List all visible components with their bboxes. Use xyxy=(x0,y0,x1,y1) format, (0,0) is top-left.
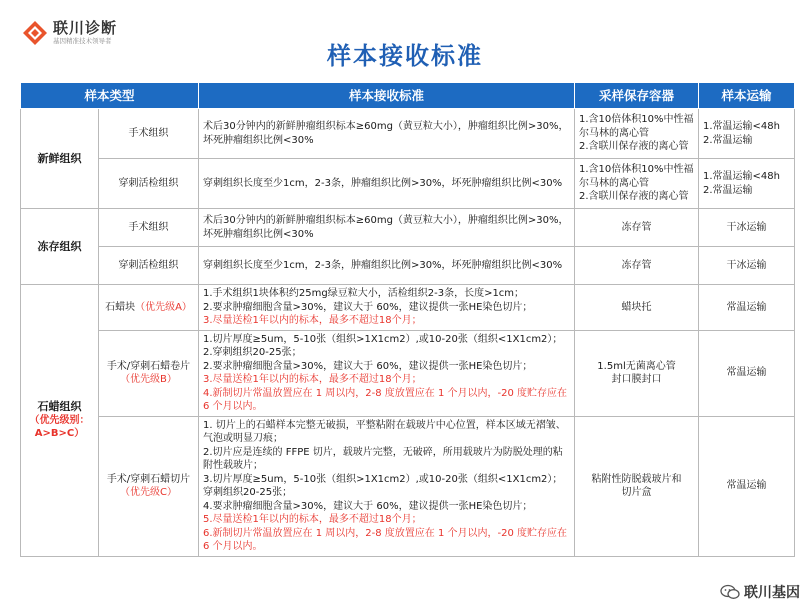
sample-standard-table xyxy=(20,82,795,557)
transport-cell xyxy=(699,109,795,159)
table-row xyxy=(21,330,795,416)
priority-label: （优先级B） xyxy=(120,374,177,385)
container-cell: 冻存管 xyxy=(575,209,699,247)
type-label: 手术/穿刺石蜡卷片 xyxy=(106,360,191,372)
transport-cell: 常温运输 xyxy=(699,416,795,556)
table-row xyxy=(21,285,795,331)
container-line: 2.含联川保存液的离心管 xyxy=(579,141,689,153)
standard-cell xyxy=(199,285,575,331)
type-cell xyxy=(99,330,199,416)
type-cell: 手术组织 xyxy=(99,209,199,247)
standard-line: 2.穿刺组织20-25张； xyxy=(203,347,302,358)
container-cell xyxy=(575,416,699,556)
container-line: 1.5ml无菌离心管 xyxy=(597,360,676,372)
table-row xyxy=(21,209,795,247)
transport-line: 1.常温运输<48h xyxy=(703,121,780,132)
standard-line: 2.要求肿瘤细胞含量>30%，建议大于 60%，建议提供一张HE染色切片； xyxy=(203,360,533,372)
category-fresh: 新鲜组织 xyxy=(21,109,99,209)
standard-cell: 术后30分钟内的新鲜肿瘤组织标本≥60mg（黄豆粒大小），肿瘤组织比例>30%，坏死肿瘤组织比例<30% xyxy=(199,209,575,247)
standard-cell: 穿刺组织长度至少1cm，2-3条，肿瘤组织比例>30%，坏死肿瘤组织比例<30% xyxy=(199,247,575,285)
priority-label: （优先级C） xyxy=(120,487,177,498)
standard-cell: 穿刺组织长度至少1cm，2-3条，肿瘤组织比例>30%，坏死肿瘤组织比例<30% xyxy=(199,159,575,209)
table-row xyxy=(21,109,795,159)
standard-line: 2.切片应是连续的 FFPE 切片，载玻片完整，无破碎，所用载玻片为防脱处理的粘附性载玻片； xyxy=(203,446,563,471)
transport-cell: 干冰运输 xyxy=(699,209,795,247)
logo-slogan: 基因精准技术领导者 xyxy=(53,37,112,45)
table-row xyxy=(21,416,795,556)
container-line: 粘附性防脱载玻片和 xyxy=(591,473,682,485)
priority-note: （优先级别：A>B>C） xyxy=(29,414,90,439)
transport-line: 2.常温运输 xyxy=(703,184,753,196)
container-line: 封口膜封口 xyxy=(611,374,662,385)
standard-line-highlight: 5.尽量送检1年以内的标本，最多不超过18个月； xyxy=(203,514,422,525)
type-cell: 手术组织 xyxy=(99,109,199,159)
container-line: 1.含10倍体积10%中性福尔马林的离心管 xyxy=(579,114,694,139)
category-paraffin xyxy=(21,285,99,557)
table-row xyxy=(21,159,795,209)
standard-line: 2.要求肿瘤细胞含量>30%，建议大于 60%，建议提供一张HE染色切片； xyxy=(203,301,533,313)
standard-line-highlight: 4.新制切片常温放置应在 1 周以内，2-8 度放置应在 1 个月以内，-20 度贮存应在 6 个月以内。 xyxy=(203,387,568,412)
standard-line: 3.切片厚度≥5um，5-10张（组织>1X1cm2）,或10-20张（组织<1X1cm2）；穿刺组织20-25张； xyxy=(203,473,563,498)
standard-cell xyxy=(199,416,575,556)
container-cell xyxy=(575,109,699,159)
container-cell: 蜡块托 xyxy=(575,285,699,331)
type-label: 石蜡块 xyxy=(105,301,136,313)
standard-line-highlight: 6.新制切片常温放置应在 1 周以内，2-8 度放置应在 1 个月以内，-20 度贮存应在 6 个月以内。 xyxy=(203,527,568,552)
standard-cell xyxy=(199,330,575,416)
header-standard: 样本接收标准 xyxy=(199,83,575,109)
transport-cell: 常温运输 xyxy=(699,330,795,416)
table-row xyxy=(21,247,795,285)
type-cell xyxy=(99,416,199,556)
category-paraffin-label: 石蜡组织 xyxy=(37,400,82,413)
header-container: 采样保存容器 xyxy=(575,83,699,109)
type-cell xyxy=(99,285,199,331)
wechat-icon xyxy=(720,584,740,600)
type-cell: 穿刺活检组织 xyxy=(99,247,199,285)
container-line: 切片盒 xyxy=(621,487,652,498)
standard-line: 1.切片厚度≥5um，5-10张（组织>1X1cm2）,或10-20张（组织<1X1cm2）； xyxy=(203,333,563,345)
watermark-text: 联川基因 xyxy=(744,585,800,601)
standard-line: 1.手术组织1块体积约25mg绿豆粒大小，活检组织2-3条，长度>1cm； xyxy=(203,288,525,299)
container-cell xyxy=(575,330,699,416)
transport-cell: 干冰运输 xyxy=(699,247,795,285)
logo-name: 联川诊断 xyxy=(53,19,118,37)
watermark xyxy=(716,580,804,604)
header-sample-type: 样本类型 xyxy=(21,83,199,109)
standard-line: 1. 切片上的石蜡样本完整无破损，平整粘附在载玻片中心位置，样本区域无褶皱、气泡或明显刀痕； xyxy=(203,419,566,444)
transport-line: 1.常温运输<48h xyxy=(703,171,780,182)
standard-line: 4.要求肿瘤细胞含量>30%，建议大于 60%，建议提供一张HE染色切片； xyxy=(203,500,533,512)
category-frozen: 冻存组织 xyxy=(21,209,99,285)
priority-label: （优先级A） xyxy=(135,301,192,313)
container-line: 2.含联川保存液的离心管 xyxy=(579,191,689,203)
type-cell: 穿刺活检组织 xyxy=(99,159,199,209)
standard-line-highlight: 3.尽量送检1年以内的标本，最多不超过18个月； xyxy=(203,374,422,385)
container-line: 1.含10倍体积10%中性福尔马林的离心管 xyxy=(579,164,694,189)
transport-cell xyxy=(699,159,795,209)
standard-cell: 术后30分钟内的新鲜肿瘤组织标本≥60mg（黄豆粒大小），肿瘤组织比例>30%，坏死肿瘤组织比例<30% xyxy=(199,109,575,159)
table-header-row xyxy=(21,83,795,109)
transport-line: 2.常温运输 xyxy=(703,134,753,146)
container-cell xyxy=(575,159,699,209)
standard-line-highlight: 3.尽量送检1年以内的标本，最多不超过18个月； xyxy=(203,315,422,326)
transport-cell: 常温运输 xyxy=(699,285,795,331)
page-title: 样本接收标准 xyxy=(327,42,483,70)
container-cell: 冻存管 xyxy=(575,247,699,285)
header-transport: 样本运输 xyxy=(699,83,795,109)
type-label: 手术/穿刺石蜡切片 xyxy=(106,473,191,485)
